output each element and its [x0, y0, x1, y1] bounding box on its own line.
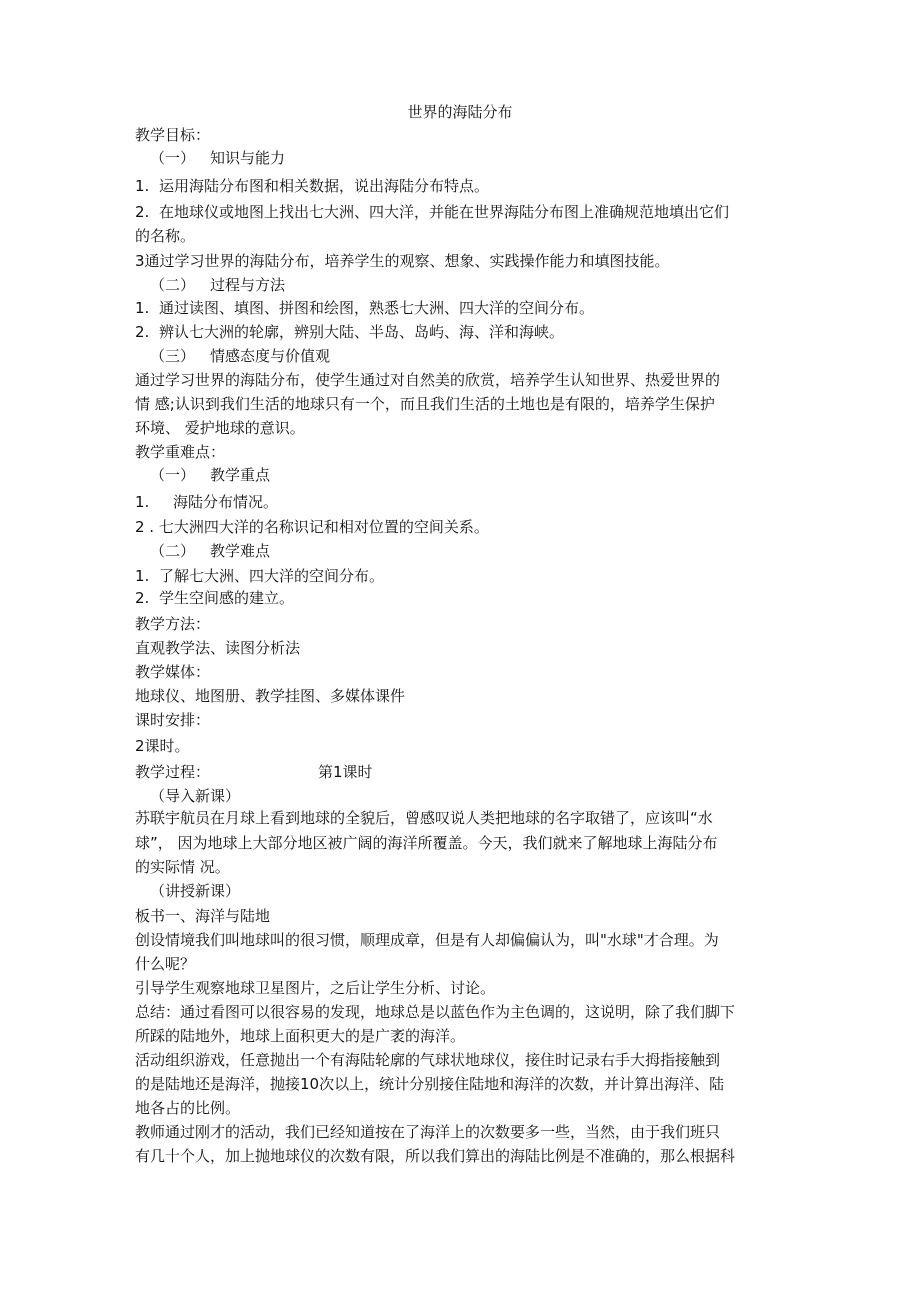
paragraph-line: 的名称。 — [135, 227, 196, 245]
paragraph-line: 3通过学习世界的海陆分布，培养学生的观察、想象、实践操作能力和填图技能。 — [135, 252, 670, 270]
paragraph-line: 有几十个人，加上抛地球仪的次数有限，所以我们算出的海陆比例是不准确的，那么根据科 — [135, 1147, 736, 1165]
list-item — [135, 589, 294, 607]
paragraph-line: 活动组织游戏，任意抛出一个有海陆轮廓的气球状地球仪，接住时记录右手大拇指接触到 — [135, 1051, 721, 1069]
list-number: 1. — [135, 493, 150, 511]
paragraph-line: 情 感;认识到我们生活的地球只有一个，而且我们生活的土地也是有限的，培养学生保护 — [135, 395, 715, 413]
section-key-heading — [150, 466, 270, 484]
section-title: 情感态度与价值观 — [210, 347, 331, 365]
section-emotion-heading — [150, 347, 330, 365]
list-number: 2. — [135, 323, 150, 341]
list-number: 1. — [135, 177, 150, 195]
section-title: 教学难点 — [210, 542, 271, 560]
intro-label: （导入新课） — [150, 787, 241, 805]
board-heading: 板书一、海洋与陆地 — [135, 907, 271, 925]
list-text: 了解七大洲、四大洋的空间分布。 — [159, 567, 385, 585]
paragraph-line: 什么呢？ — [135, 955, 196, 973]
paragraph-line: 苏联宇航员在月球上看到地球的全貌后，曾感叹说人类把地球的名字取错了，应该叫“水 — [135, 809, 713, 827]
paragraph-line: 的实际情 况。 — [135, 858, 230, 876]
paragraph-line: 引导学生观察地球卫星图片，之后让学生分析、讨论。 — [135, 979, 496, 997]
list-number: 2. — [135, 589, 150, 607]
schedule-text: 2课时。 — [135, 737, 190, 755]
section-label: （一） — [150, 149, 196, 167]
list-text: 在地球仪或地图上找出七大洲、四大洋，并能在世界海陆分布图上准确规范地填出它们 — [159, 203, 730, 221]
list-number: 2. — [135, 203, 150, 221]
paragraph-line: 所踩的陆地外，地球上面积更大的是广袤的海洋。 — [135, 1027, 466, 1045]
section-label: （二） — [150, 276, 196, 294]
paragraph-line: 通过学习世界的海陆分布，使学生通过对自然美的欣赏，培养学生认知世界、热爱世界的 — [135, 371, 721, 389]
key-points-heading: 教学重难点： — [135, 443, 226, 461]
list-item — [135, 493, 278, 511]
section-process-heading — [150, 276, 285, 294]
list-item — [135, 567, 384, 585]
list-item — [135, 299, 594, 317]
paragraph-line: 球”， 因为地球上大部分地区被广阔的海洋所覆盖。今天，我们就来了解地球上海陆分布 — [135, 834, 718, 852]
section-label: （三） — [150, 347, 196, 365]
paragraph-line: 总结：通过看图可以很容易的发现，地球总是以蓝色作为主色调的，这说明，除了我们脚下 — [135, 1003, 736, 1021]
section-knowledge-heading — [150, 149, 285, 167]
section-difficulty-heading — [150, 542, 270, 560]
section-title: 知识与能力 — [210, 149, 286, 167]
list-text: 通过读图、填图、拼图和绘图，熟悉七大洲、四大洋的空间分布。 — [159, 299, 595, 317]
method-heading: 教学方法： — [135, 615, 211, 633]
list-text: 学生空间感的建立。 — [159, 589, 295, 607]
process-heading — [135, 763, 373, 781]
list-item — [135, 177, 489, 195]
list-item — [135, 323, 564, 341]
section-label: （二） — [150, 542, 196, 560]
list-item — [135, 203, 729, 221]
process-label: 教学过程： — [135, 763, 211, 781]
section-title: 教学重点 — [210, 466, 271, 484]
section-label: （一） — [150, 466, 196, 484]
schedule-heading: 课时安排： — [135, 711, 211, 729]
paragraph-line: 地各占的比例。 — [135, 1099, 241, 1117]
media-text: 地球仪、地图册、教学挂图、多媒体课件 — [135, 687, 406, 705]
section-title: 过程与方法 — [210, 276, 286, 294]
objectives-heading: 教学目标： — [135, 126, 211, 144]
paragraph-line: 教师通过刚才的活动，我们已经知道按在了海洋上的次数要多一些，当然，由于我们班只 — [135, 1123, 721, 1141]
method-text: 直观教学法、读图分析法 — [135, 639, 301, 657]
new-lesson-label: （讲授新课） — [150, 882, 241, 900]
list-item: 2 . 七大洲四大洋的名称识记和相对位置的空间关系。 — [135, 518, 489, 536]
list-number: 1. — [135, 567, 150, 585]
document-title: 世界的海陆分布 — [407, 103, 513, 121]
list-text: 辨认七大洲的轮廓，辨别大陆、半岛、岛屿、海、洋和海峡。 — [159, 323, 565, 341]
list-text: 运用海陆分布图和相关数据，说出海陆分布特点。 — [159, 177, 490, 195]
lesson-number: 第1课时 — [318, 763, 373, 781]
paragraph-line: 的是陆地还是海洋，抛接10次以上，统计分别接住陆地和海洋的次数，并计算出海洋、陆 — [135, 1075, 725, 1093]
media-heading: 教学媒体： — [135, 663, 211, 681]
paragraph-line: 创设情境我们叫地球叫的很习惯，顺理成章，但是有人却偏偏认为，叫"水球"才合理。为 — [135, 931, 719, 949]
list-number: 1. — [135, 299, 150, 317]
paragraph-line: 环境、 爱护地球的意识。 — [135, 419, 305, 437]
list-text: 海陆分布情况。 — [173, 493, 279, 511]
